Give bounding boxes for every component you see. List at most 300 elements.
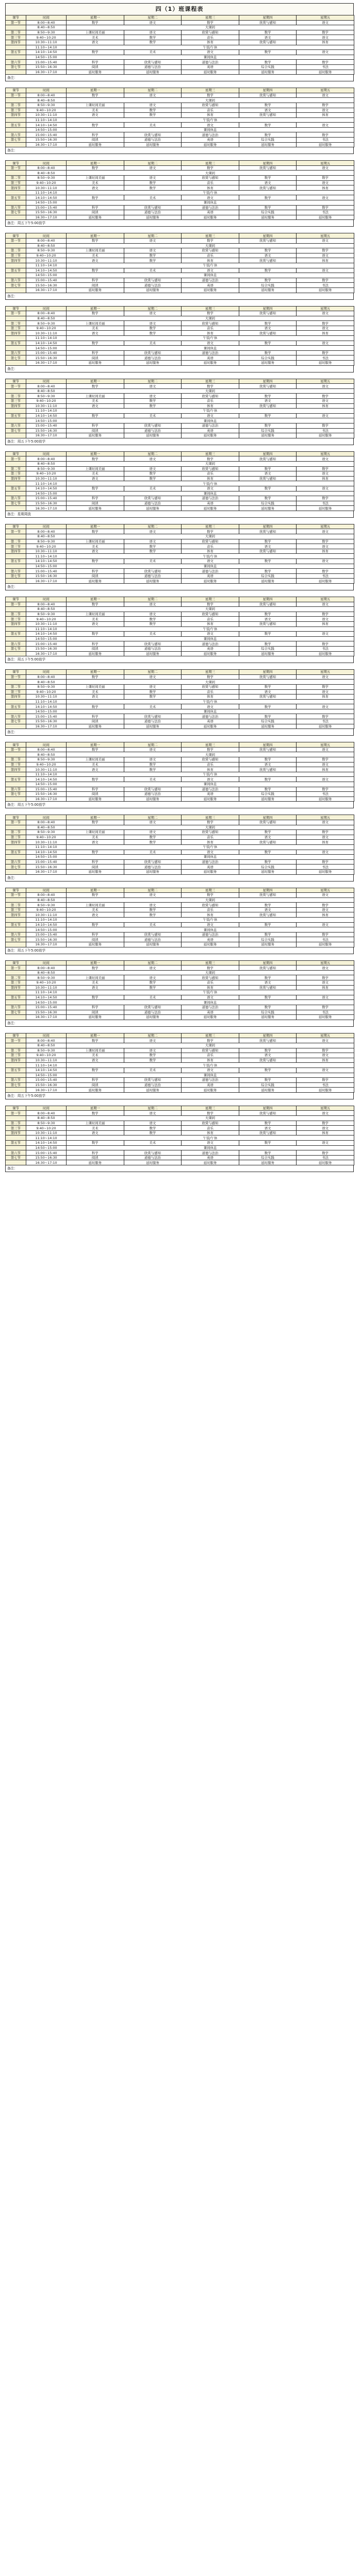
week-schedules bbox=[5, 15, 354, 1172]
header-day: 星期一 bbox=[67, 233, 124, 239]
subject-cell: 数学 bbox=[239, 350, 297, 355]
break-row bbox=[6, 626, 354, 632]
header-day: 星期二 bbox=[124, 1033, 182, 1038]
break-row bbox=[6, 273, 354, 278]
subject-cell: 欣赏与感知 bbox=[124, 569, 182, 574]
lesson-row bbox=[6, 835, 354, 840]
header-day: 星期一 bbox=[67, 815, 124, 820]
header-day: 星期四 bbox=[239, 306, 297, 311]
time-cell: 8:00~8:40 bbox=[26, 20, 67, 25]
subject-cell: 延时服务 bbox=[297, 70, 354, 75]
subject-cell: 语文 bbox=[297, 1067, 354, 1073]
time-cell: 16:30~17:10 bbox=[26, 1015, 67, 1020]
break-label: 大课间 bbox=[67, 25, 354, 30]
schedule-table bbox=[5, 960, 354, 1020]
lesson-row bbox=[6, 840, 354, 845]
break-label: 大课间 bbox=[67, 98, 354, 103]
subject-cell: 语文 bbox=[182, 922, 239, 927]
subject-cell: 数学 bbox=[67, 1111, 124, 1116]
period-cell: 第五节 bbox=[6, 995, 26, 1000]
week-block bbox=[5, 960, 354, 1027]
time-cell: 11:10~14:10 bbox=[26, 263, 67, 268]
subject-cell: 延时服务 bbox=[239, 942, 297, 947]
period-cell: 第四节 bbox=[6, 985, 26, 990]
subject-cell: 延时服务 bbox=[67, 70, 124, 75]
subject-cell: 延时服务 bbox=[297, 1160, 354, 1165]
period-cell: 第七节 bbox=[6, 428, 26, 433]
subject-cell: 语文 bbox=[124, 176, 182, 181]
header-time: 时间 bbox=[26, 815, 67, 820]
time-cell: 14:10~14:50 bbox=[26, 1141, 67, 1146]
lesson-row bbox=[6, 501, 354, 506]
subject-cell: 数学 bbox=[124, 985, 182, 990]
break-row bbox=[6, 1136, 354, 1141]
period-cell: 第五节 bbox=[6, 195, 26, 200]
subject-cell: 语文 bbox=[297, 123, 354, 128]
subject-cell: 语文 bbox=[124, 248, 182, 253]
time-cell: 8:00~8:40 bbox=[26, 1038, 67, 1043]
period-cell bbox=[6, 1015, 26, 1020]
subject-cell: 语文 bbox=[67, 113, 124, 118]
subject-cell: 延时服务 bbox=[124, 142, 182, 147]
period-cell: 第三节 bbox=[6, 471, 26, 477]
subject-cell: 欣赏与感知 bbox=[124, 1005, 182, 1010]
subject-cell: 数学 bbox=[297, 60, 354, 65]
lesson-row bbox=[6, 238, 354, 243]
period-cell: 第七节 bbox=[6, 283, 26, 288]
lesson-row bbox=[6, 632, 354, 637]
subject-cell: 上课时间美丽 bbox=[67, 975, 124, 980]
time-cell: 16:30~17:10 bbox=[26, 651, 67, 656]
header-day: 星期二 bbox=[124, 960, 182, 965]
subject-cell: 延时服务 bbox=[67, 361, 124, 366]
header-row bbox=[6, 742, 354, 748]
subject-cell: 美术 bbox=[67, 108, 124, 113]
subject-cell: 综合实践 bbox=[239, 64, 297, 70]
lesson-row bbox=[6, 796, 354, 802]
header-day: 星期三 bbox=[182, 379, 239, 384]
subject-cell: 延时服务 bbox=[124, 215, 182, 220]
period-cell: 第二节 bbox=[6, 757, 26, 762]
time-cell: 16:30~17:10 bbox=[26, 942, 67, 947]
period-cell: 第四节 bbox=[6, 1058, 26, 1063]
subject-cell: 体育 bbox=[182, 476, 239, 481]
subject-cell: 欣赏与感知 bbox=[239, 1130, 297, 1136]
header-time: 时间 bbox=[26, 379, 67, 384]
lesson-row bbox=[6, 456, 354, 462]
time-cell: 14:10~14:50 bbox=[26, 50, 67, 55]
period-cell: 第四节 bbox=[6, 621, 26, 626]
break-label: 午饭/午休 bbox=[67, 263, 354, 268]
time-cell: 14:10~14:50 bbox=[26, 704, 67, 709]
header-period: 课节 bbox=[6, 597, 26, 602]
header-period: 课节 bbox=[6, 524, 26, 529]
period-cell bbox=[6, 506, 26, 511]
break-row bbox=[6, 752, 354, 757]
week-note: 备注： bbox=[5, 584, 354, 590]
time-cell: 8:50~9:30 bbox=[26, 612, 67, 617]
break-row bbox=[6, 117, 354, 123]
subject-cell: 体育 bbox=[182, 185, 239, 191]
subject-cell: 语文 bbox=[124, 830, 182, 835]
subject-cell: 书法 bbox=[297, 719, 354, 724]
subject-cell: 延时服务 bbox=[182, 796, 239, 802]
subject-cell: 阅读 bbox=[67, 501, 124, 506]
time-cell: 8:40~8:50 bbox=[26, 461, 67, 466]
subject-cell: 道德与法治 bbox=[124, 355, 182, 361]
subject-cell: 书法 bbox=[297, 573, 354, 579]
header-row bbox=[6, 815, 354, 820]
period-cell bbox=[6, 346, 26, 351]
period-cell: 第一节 bbox=[6, 20, 26, 25]
time-cell: 11:10~14:10 bbox=[26, 772, 67, 777]
subject-cell: 语文 bbox=[297, 529, 354, 534]
subject-cell: 欣赏与感知 bbox=[239, 965, 297, 971]
subject-cell: 欣赏与感知 bbox=[182, 248, 239, 253]
subject-cell: 延时服务 bbox=[67, 1160, 124, 1165]
subject-cell: 美术 bbox=[67, 399, 124, 404]
header-time: 时间 bbox=[26, 451, 67, 456]
subject-cell: 语文 bbox=[182, 1067, 239, 1073]
subject-cell: 数学 bbox=[239, 50, 297, 55]
header-day: 星期四 bbox=[239, 1106, 297, 1111]
subject-cell: 数学 bbox=[239, 132, 297, 138]
break-row bbox=[6, 45, 354, 50]
break-row bbox=[6, 55, 354, 60]
subject-cell: 音乐 bbox=[182, 1053, 239, 1058]
lesson-row bbox=[6, 30, 354, 35]
lesson-row bbox=[6, 1088, 354, 1093]
subject-cell: 英语 bbox=[182, 1082, 239, 1088]
subject-cell: 数学 bbox=[239, 466, 297, 471]
subject-cell: 语文 bbox=[182, 704, 239, 709]
subject-cell: 数学 bbox=[124, 689, 182, 694]
time-cell: 11:10~14:10 bbox=[26, 45, 67, 50]
subject-cell: 欣赏与感知 bbox=[182, 830, 239, 835]
subject-cell: 欣赏与感知 bbox=[124, 350, 182, 355]
period-cell bbox=[6, 287, 26, 293]
lesson-row bbox=[6, 1160, 354, 1165]
subject-cell: 数学 bbox=[239, 714, 297, 719]
subject-cell: 延时服务 bbox=[297, 215, 354, 220]
subject-cell: 科学 bbox=[67, 1150, 124, 1156]
subject-cell: 美术 bbox=[124, 1067, 182, 1073]
subject-cell: 音乐 bbox=[182, 617, 239, 622]
time-cell: 11:10~14:10 bbox=[26, 336, 67, 341]
subject-cell: 书法 bbox=[297, 210, 354, 215]
subject-cell: 欣赏与感知 bbox=[239, 165, 297, 171]
subject-cell: 欣赏与感知 bbox=[239, 747, 297, 752]
subject-cell: 道德与法治 bbox=[124, 646, 182, 651]
lesson-row bbox=[6, 1048, 354, 1053]
subject-cell: 延时服务 bbox=[297, 506, 354, 511]
subject-cell: 延时服务 bbox=[67, 142, 124, 147]
subject-cell: 延时服务 bbox=[124, 869, 182, 874]
lesson-row bbox=[6, 757, 354, 762]
period-cell: 第七节 bbox=[6, 1155, 26, 1160]
subject-cell: 欣赏与感知 bbox=[239, 238, 297, 243]
break-row bbox=[6, 927, 354, 933]
subject-cell: 科学 bbox=[67, 932, 124, 937]
period-cell bbox=[6, 607, 26, 612]
subject-cell: 道德与法治 bbox=[124, 64, 182, 70]
period-cell bbox=[6, 70, 26, 75]
subject-cell: 语文 bbox=[67, 549, 124, 554]
subject-cell: 上课时间美丽 bbox=[67, 612, 124, 617]
lesson-row bbox=[6, 907, 354, 912]
lesson-row bbox=[6, 268, 354, 273]
break-label: 课间休息 bbox=[67, 1073, 354, 1078]
subject-cell: 延时服务 bbox=[239, 433, 297, 438]
time-cell: 8:40~8:50 bbox=[26, 316, 67, 321]
subject-cell: 数学 bbox=[67, 456, 124, 462]
subject-cell: 欣赏与感知 bbox=[239, 621, 297, 626]
subject-cell: 语文 bbox=[67, 258, 124, 263]
week-block bbox=[5, 888, 354, 954]
header-day: 星期三 bbox=[182, 597, 239, 602]
break-label: 午饭/午休 bbox=[67, 117, 354, 123]
period-cell: 第三节 bbox=[6, 907, 26, 912]
header-day: 星期三 bbox=[182, 161, 239, 166]
schedule-table bbox=[5, 1033, 354, 1093]
subject-cell: 美术 bbox=[67, 253, 124, 258]
subject-cell: 数学 bbox=[182, 602, 239, 607]
subject-cell: 数学 bbox=[239, 641, 297, 647]
time-cell: 11:10~14:10 bbox=[26, 699, 67, 704]
lesson-row bbox=[6, 361, 354, 366]
subject-cell: 道德与法治 bbox=[182, 132, 239, 138]
subject-cell: 数学 bbox=[67, 1067, 124, 1073]
subject-cell: 书法 bbox=[297, 501, 354, 506]
period-cell: 第一节 bbox=[6, 456, 26, 462]
subject-cell: 欣赏与感知 bbox=[124, 60, 182, 65]
period-cell bbox=[6, 336, 26, 341]
break-label: 课间休息 bbox=[67, 1000, 354, 1005]
subject-cell: 音乐 bbox=[182, 35, 239, 40]
subject-cell: 美术 bbox=[67, 35, 124, 40]
subject-cell: 美术 bbox=[67, 617, 124, 622]
subject-cell: 数学 bbox=[239, 1005, 297, 1010]
lesson-row bbox=[6, 142, 354, 147]
subject-cell: 语文 bbox=[297, 689, 354, 694]
subject-cell: 英语 bbox=[182, 646, 239, 651]
header-day: 星期一 bbox=[67, 960, 124, 965]
period-cell: 第六节 bbox=[6, 60, 26, 65]
subject-cell: 欣赏与感知 bbox=[182, 30, 239, 35]
time-cell: 8:50~9:30 bbox=[26, 466, 67, 471]
header-day: 星期三 bbox=[182, 888, 239, 893]
period-cell bbox=[6, 263, 26, 268]
subject-cell: 欣赏与感知 bbox=[182, 684, 239, 689]
period-cell: 第一节 bbox=[6, 165, 26, 171]
period-cell: 第五节 bbox=[6, 559, 26, 564]
header-day: 星期四 bbox=[239, 888, 297, 893]
subject-cell: 语文 bbox=[239, 253, 297, 258]
break-label: 午饭/午休 bbox=[67, 481, 354, 486]
subject-cell: 欣赏与感知 bbox=[239, 767, 297, 772]
period-cell: 第五节 bbox=[6, 850, 26, 855]
subject-cell: 语文 bbox=[239, 689, 297, 694]
subject-cell: 数学 bbox=[239, 559, 297, 564]
period-cell bbox=[6, 1000, 26, 1005]
subject-cell: 上课时间美丽 bbox=[67, 757, 124, 762]
period-cell: 第三节 bbox=[6, 399, 26, 404]
time-cell: 9:40~10:20 bbox=[26, 180, 67, 185]
lesson-row bbox=[6, 466, 354, 471]
subject-cell: 数学 bbox=[124, 399, 182, 404]
header-day: 星期二 bbox=[124, 306, 182, 311]
subject-cell: 延时服务 bbox=[67, 1015, 124, 1020]
subject-cell: 延时服务 bbox=[297, 1088, 354, 1093]
subject-cell: 语文 bbox=[124, 1048, 182, 1053]
time-cell: 14:50~15:00 bbox=[26, 200, 67, 206]
subject-cell: 数学 bbox=[239, 1141, 297, 1146]
time-cell: 10:30~11:10 bbox=[26, 258, 67, 263]
lesson-row bbox=[6, 384, 354, 389]
period-cell bbox=[6, 796, 26, 802]
subject-cell: 数学 bbox=[239, 922, 297, 927]
subject-cell: 语文 bbox=[297, 1053, 354, 1058]
subject-cell: 欣赏与感知 bbox=[239, 820, 297, 825]
subject-cell: 数学 bbox=[124, 1058, 182, 1063]
time-cell: 8:00~8:40 bbox=[26, 529, 67, 534]
subject-cell: 延时服务 bbox=[297, 142, 354, 147]
time-cell: 16:30~17:10 bbox=[26, 579, 67, 584]
period-cell bbox=[6, 1063, 26, 1068]
header-day: 星期三 bbox=[182, 524, 239, 529]
lesson-row bbox=[6, 165, 354, 171]
lesson-row bbox=[6, 350, 354, 355]
subject-cell: 延时服务 bbox=[239, 361, 297, 366]
header-day: 星期一 bbox=[67, 306, 124, 311]
header-day: 星期四 bbox=[239, 524, 297, 529]
subject-cell: 美术 bbox=[124, 486, 182, 491]
subject-cell: 语文 bbox=[67, 476, 124, 481]
subject-cell: 语文 bbox=[297, 602, 354, 607]
header-time: 时间 bbox=[26, 15, 67, 21]
subject-cell: 语文 bbox=[239, 1053, 297, 1058]
lesson-row bbox=[6, 912, 354, 918]
subject-cell: 数学 bbox=[297, 1121, 354, 1126]
break-label: 课间休息 bbox=[67, 855, 354, 860]
time-cell: 8:00~8:40 bbox=[26, 93, 67, 98]
schedule-table bbox=[5, 379, 354, 438]
lesson-row bbox=[6, 215, 354, 220]
break-row bbox=[6, 418, 354, 423]
schedule-table bbox=[5, 233, 354, 293]
subject-cell: 科学 bbox=[67, 787, 124, 792]
subject-cell: 综合实践 bbox=[239, 210, 297, 215]
subject-cell: 体育 bbox=[297, 40, 354, 45]
time-cell: 15:50~16:30 bbox=[26, 501, 67, 506]
subject-cell: 延时服务 bbox=[124, 1160, 182, 1165]
period-cell: 第一节 bbox=[6, 893, 26, 898]
period-cell: 第四节 bbox=[6, 694, 26, 700]
subject-cell: 数学 bbox=[297, 1005, 354, 1010]
subject-cell: 数学 bbox=[239, 612, 297, 617]
period-cell bbox=[6, 1116, 26, 1121]
period-cell: 第三节 bbox=[6, 689, 26, 694]
lesson-row bbox=[6, 394, 354, 399]
period-cell: 第一节 bbox=[6, 602, 26, 607]
period-cell: 第六节 bbox=[6, 132, 26, 138]
subject-cell: 延时服务 bbox=[239, 215, 297, 220]
subject-cell: 阅读 bbox=[67, 719, 124, 724]
break-row bbox=[6, 25, 354, 30]
subject-cell: 语文 bbox=[239, 180, 297, 185]
subject-cell: 道德与法治 bbox=[182, 350, 239, 355]
subject-cell: 阅读 bbox=[67, 646, 124, 651]
period-cell: 第七节 bbox=[6, 792, 26, 797]
subject-cell: 语文 bbox=[124, 529, 182, 534]
subject-cell: 数学 bbox=[239, 830, 297, 835]
subject-cell: 美术 bbox=[67, 180, 124, 185]
week-block bbox=[5, 233, 354, 299]
subject-cell: 上课时间美丽 bbox=[67, 1048, 124, 1053]
subject-cell: 语文 bbox=[297, 471, 354, 477]
break-row bbox=[6, 680, 354, 685]
subject-cell: 英语 bbox=[182, 865, 239, 870]
subject-cell: 综合实践 bbox=[239, 428, 297, 433]
subject-cell: 数学 bbox=[124, 40, 182, 45]
time-cell: 15:50~16:30 bbox=[26, 1082, 67, 1088]
subject-cell: 延时服务 bbox=[124, 724, 182, 729]
subject-cell: 道德与法治 bbox=[182, 278, 239, 283]
time-cell: 15:00~15:40 bbox=[26, 205, 67, 210]
header-day: 星期五 bbox=[297, 306, 354, 311]
subject-cell: 数学 bbox=[297, 30, 354, 35]
subject-cell: 语文 bbox=[67, 1058, 124, 1063]
header-period: 课节 bbox=[6, 960, 26, 965]
lesson-row bbox=[6, 549, 354, 554]
header-day: 星期五 bbox=[297, 742, 354, 748]
subject-cell: 延时服务 bbox=[124, 796, 182, 802]
period-cell: 第二节 bbox=[6, 321, 26, 326]
header-day: 星期四 bbox=[239, 670, 297, 675]
break-row bbox=[6, 481, 354, 486]
time-cell: 15:50~16:30 bbox=[26, 865, 67, 870]
subject-cell: 数学 bbox=[297, 350, 354, 355]
period-cell bbox=[6, 45, 26, 50]
lesson-row bbox=[6, 724, 354, 729]
header-day: 星期三 bbox=[182, 670, 239, 675]
lesson-row bbox=[6, 287, 354, 293]
period-cell: 第五节 bbox=[6, 632, 26, 637]
period-cell bbox=[6, 461, 26, 466]
subject-cell: 语文 bbox=[297, 384, 354, 389]
subject-cell: 英语 bbox=[182, 1155, 239, 1160]
header-time: 时间 bbox=[26, 306, 67, 311]
subject-cell: 数学 bbox=[239, 684, 297, 689]
subject-cell: 科学 bbox=[67, 641, 124, 647]
lesson-row bbox=[6, 70, 354, 75]
subject-cell: 数学 bbox=[239, 248, 297, 253]
subject-cell: 英语 bbox=[182, 283, 239, 288]
break-label: 课间休息 bbox=[67, 127, 354, 132]
week-block bbox=[5, 597, 354, 663]
subject-cell: 科学 bbox=[67, 60, 124, 65]
time-cell: 9:40~10:20 bbox=[26, 253, 67, 258]
header-day: 星期一 bbox=[67, 524, 124, 529]
subject-cell: 语文 bbox=[297, 559, 354, 564]
subject-cell: 数学 bbox=[297, 466, 354, 471]
break-label: 大课间 bbox=[67, 1116, 354, 1121]
header-period: 课节 bbox=[6, 815, 26, 820]
header-period: 课节 bbox=[6, 379, 26, 384]
header-day: 星期三 bbox=[182, 1106, 239, 1111]
lesson-row bbox=[6, 20, 354, 25]
period-cell: 第七节 bbox=[6, 937, 26, 942]
